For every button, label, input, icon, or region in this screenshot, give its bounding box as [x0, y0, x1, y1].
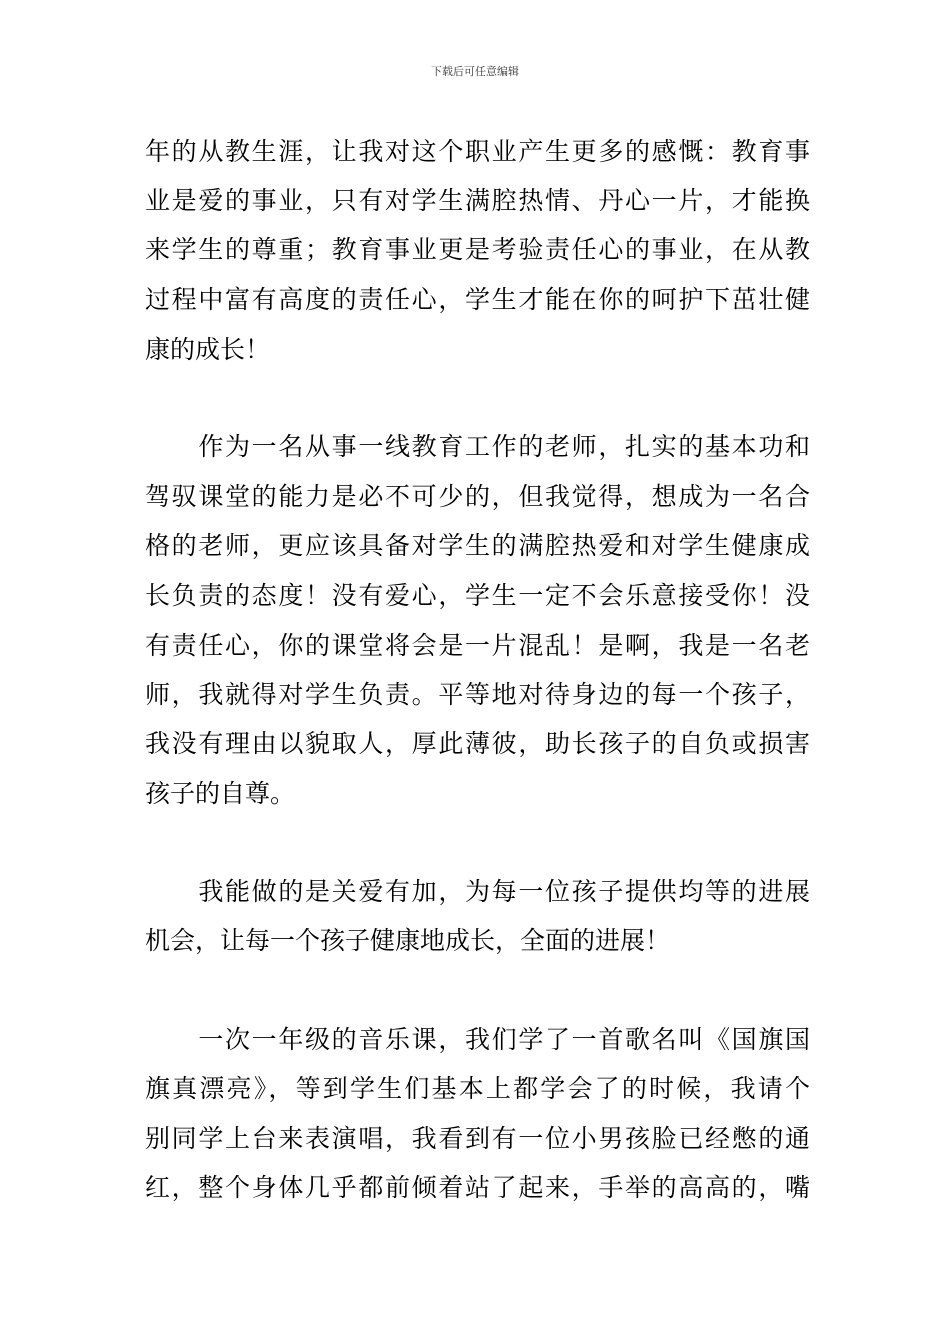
text-line: 格的老师，更应该具备对学生的满腔热爱和对学生健康成 — [145, 531, 810, 560]
text-line: 别同学上台来表演唱，我看到有一位小男孩脸已经憋的通 — [145, 1124, 810, 1153]
text-line: 红，整个身体几乎都前倾着站了起来，手举的高高的，嘴 — [145, 1173, 810, 1202]
page-header: 下载后可任意编辑 — [431, 65, 519, 78]
text-line: 旗真漂亮》，等到学生们基本上都学会了的时候，我请个 — [145, 1074, 810, 1103]
text-line: 来学生的尊重；教育事业更是考验责任心的事业，在从教 — [145, 235, 810, 264]
text-line: 业是爱的事业，只有对学生满腔热情、丹心一片，才能换 — [145, 186, 810, 215]
text-line: 年的从教生涯，让我对这个职业产生更多的感慨：教育事 — [145, 137, 810, 166]
text-line: 机会，让每一个孩子健康地成长，全面的进展！ — [145, 926, 671, 955]
text-line: 师，我就得对学生负责。平等地对待身边的每一个孩子， — [145, 680, 810, 709]
text-line: 驾驭课堂的能力是必不可少的，但我觉得，想成为一名合 — [145, 482, 810, 511]
text-line: 我能做的是关爱有加，为每一位孩子提供均等的进展 — [145, 877, 810, 906]
text-line: 我没有理由以貌取人，厚此薄彼，助长孩子的自负或损害 — [145, 729, 810, 758]
text-line: 一次一年级的音乐课，我们学了一首歌名叫《国旗国 — [145, 1025, 810, 1054]
text-line: 过程中富有高度的责任心，学生才能在你的呵护下茁壮健 — [145, 285, 810, 314]
text-line: 孩子的自尊。 — [145, 779, 296, 808]
text-line: 康的成长！ — [145, 335, 271, 364]
text-line: 长负责的态度！没有爱心，学生一定不会乐意接受你！没 — [145, 581, 810, 610]
text-line: 作为一名从事一线教育工作的老师，扎实的基本功和 — [145, 432, 810, 461]
text-line: 有责任心，你的课堂将会是一片混乱！是啊，我是一名老 — [145, 631, 810, 660]
